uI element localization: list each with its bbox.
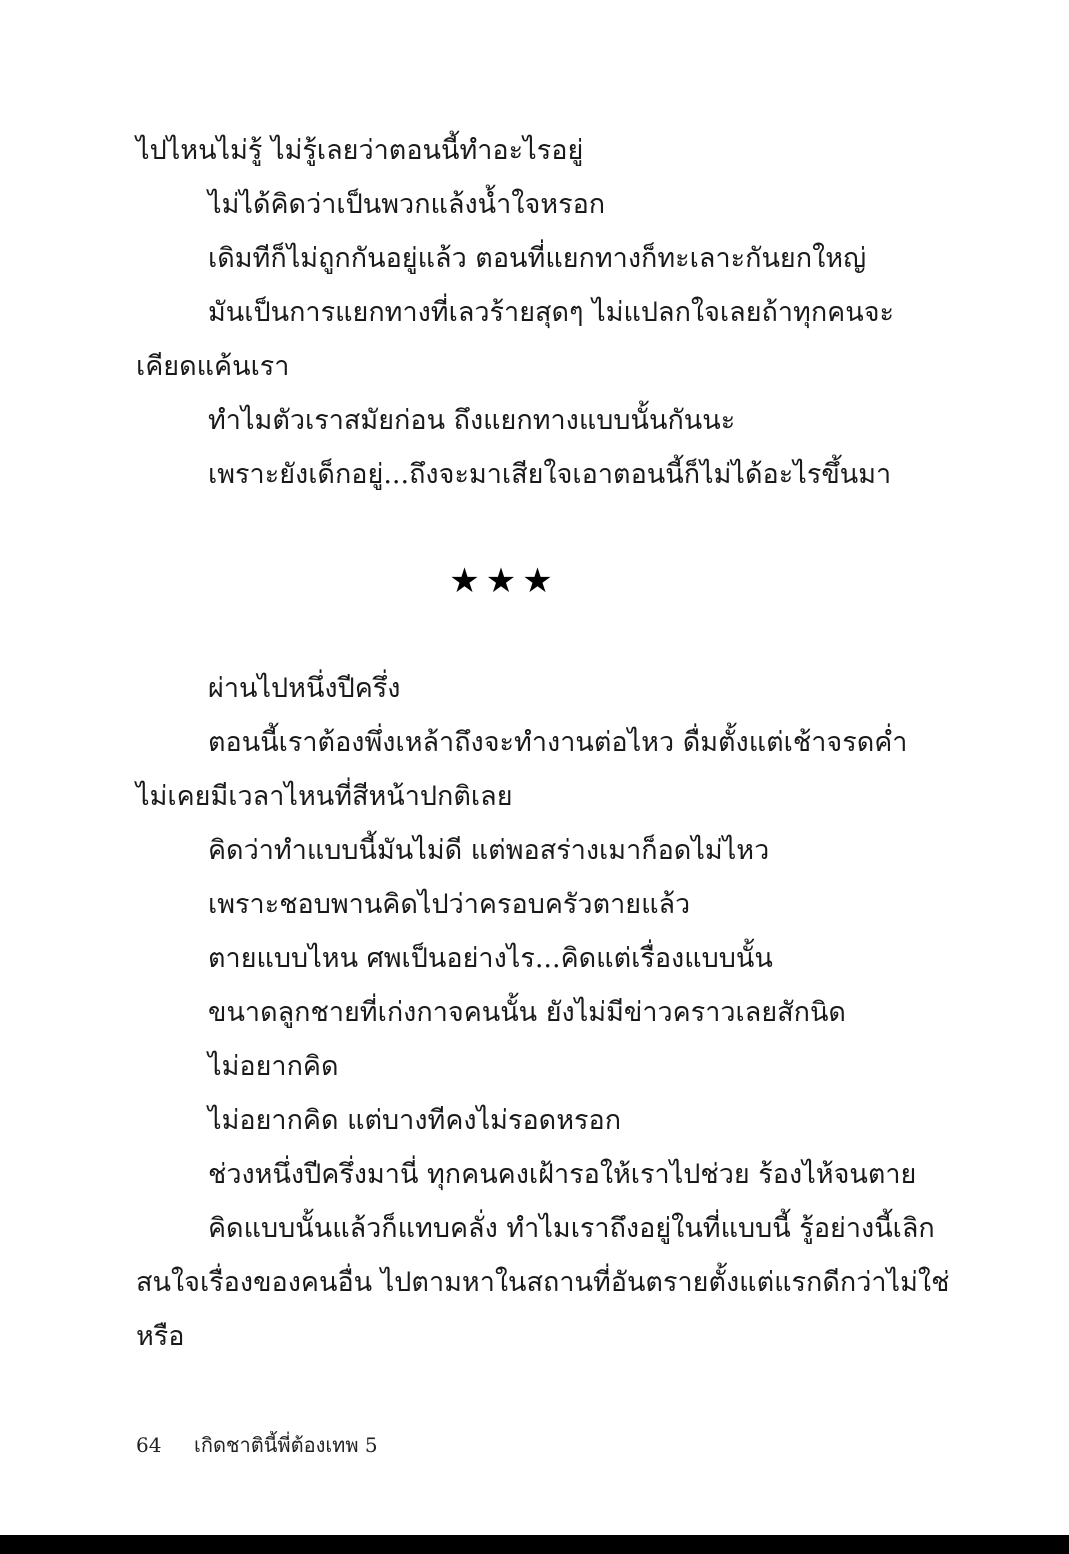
paragraph-line: ตอนนี้เราต้องพึ่งเหล้าถึงจะทำงานต่อไหว ดื่มตั้งแต่เช้าจรดค่ำ (208, 727, 908, 758)
paragraph-line: ช่วงหนึ่งปีครึ่งมานี่ ทุกคนคงเฝ้ารอให้เราไปช่วย ร้องไห้จนตาย (208, 1159, 917, 1190)
paragraph-line: ไม่อยากคิด แต่บางทีคงไม่รอดหรอก (208, 1105, 622, 1136)
paragraph-line: ไม่เคยมีเวลาไหนที่สีหน้าปกติเลย (136, 781, 513, 812)
scan-edge-bar (0, 1535, 1069, 1554)
paragraph-line: ผ่านไปหนึ่งปีครึ่ง (208, 673, 401, 704)
paragraph-line: ทำไมตัวเราสมัยก่อน ถึงแยกทางแบบนั้นกันนะ (208, 405, 736, 436)
paragraph-line: คิดแบบนั้นแล้วก็แทบคลั่ง ทำไมเราถึงอยู่ในที่แบบนี้ รู้อย่างนี้เลิก (208, 1213, 935, 1244)
paragraph-line: เพราะยังเด็กอยู่...ถึงจะมาเสียใจเอาตอนนี้ก็ไม่ได้อะไรขึ้นมา (208, 459, 892, 490)
paragraph-line: หรือ (136, 1321, 185, 1352)
paragraph-line: เพราะชอบพานคิดไปว่าครอบครัวตายแล้ว (208, 889, 691, 920)
paragraph-line: ตายแบบไหน ศพเป็นอย่างไร...คิดแต่เรื่องแบบนั้น (208, 943, 773, 974)
paragraph-line: เดิมทีก็ไม่ถูกกันอยู่แล้ว ตอนที่แยกทางก็ทะเลาะกันยกใหญ่ (208, 243, 867, 274)
book-title: เกิดชาตินี้พี่ต้องเทพ 5 (194, 1433, 378, 1457)
paragraph-line: สนใจเรื่องของคนอื่น ไปตามหาในสถานที่อันตรายตั้งแต่แรกดีกว่าไม่ใช่ (136, 1267, 950, 1298)
section-divider-stars: ★★★ (449, 561, 559, 601)
paragraph-line: ไม่อยากคิด (208, 1051, 339, 1082)
paragraph-line: มันเป็นการแยกทางที่เลวร้ายสุดๆ ไม่แปลกใจเลยถ้าทุกคนจะ (208, 297, 895, 328)
paragraph-line: ไปไหนไม่รู้ ไม่รู้เลยว่าตอนนี้ทำอะไรอยู่ (136, 135, 584, 166)
paragraph-line: ขนาดลูกชายที่เก่งกาจคนนั้น ยังไม่มีข่าวคราวเลยสักนิด (208, 997, 846, 1028)
page-footer (136, 1430, 378, 1460)
paragraph-line: ไม่ได้คิดว่าเป็นพวกแล้งน้ำใจหรอก (208, 189, 606, 220)
text-section-1 (136, 124, 895, 502)
paragraph-line: คิดว่าทำแบบนี้มันไม่ดี แต่พอสร่างเมาก็อดไม่ไหว (208, 835, 770, 866)
text-section-2 (136, 662, 950, 1364)
page-number: 64 (136, 1433, 162, 1457)
paragraph-line: เคียดแค้นเรา (136, 351, 290, 382)
